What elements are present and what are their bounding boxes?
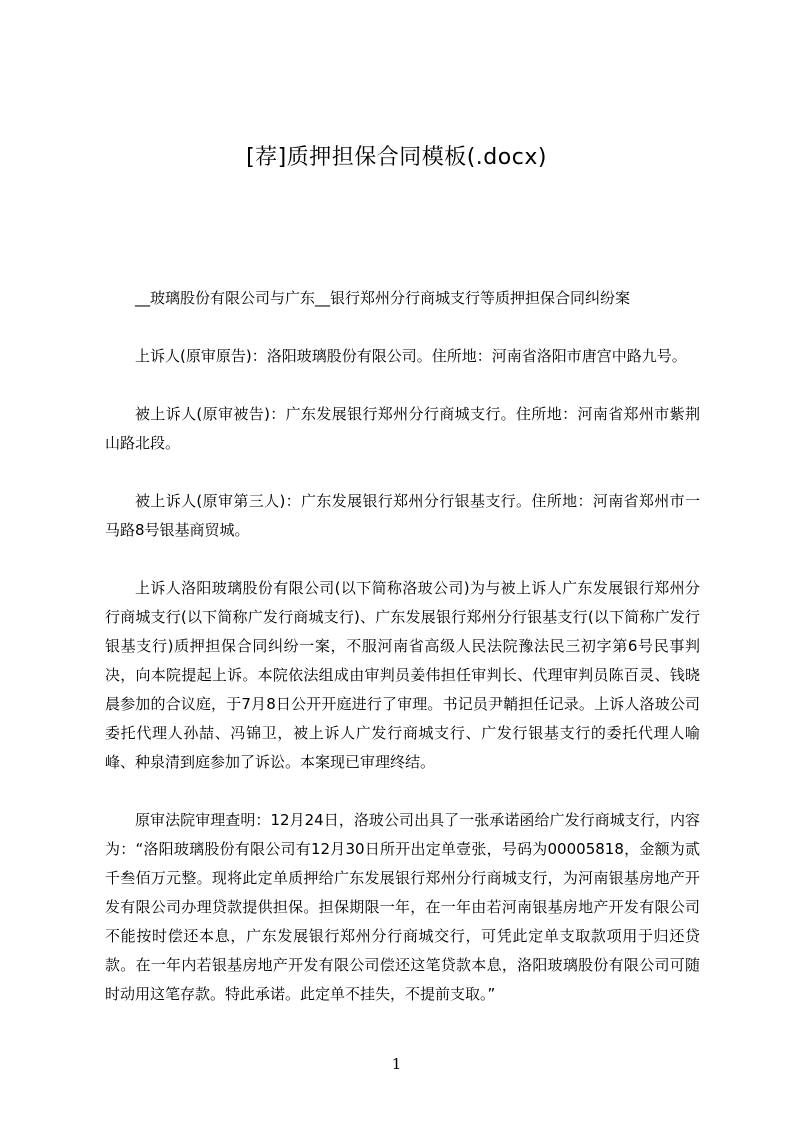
document-title: [荐]质押担保合同模板(.docx) xyxy=(246,145,547,170)
third-party-paragraph: 被上诉人(原审第三人)：广东发展银行郑州分行银基支行。住所地：河南省郑州市一马路8号银基商贸城。 xyxy=(105,492,700,539)
page-number: 1 xyxy=(391,1055,402,1073)
case-heading: __玻璃股份有限公司与广东__银行郑州分行商城支行等质押担保合同纠纷案 xyxy=(135,289,631,307)
case-summary-paragraph: 上诉人洛阳玻璃股份有限公司(以下简称洛玻公司)为与被上诉人广东发展银行郑州分行商城支行(以下简称广发行商城支行)、广东发展银行郑州分行银基支行(以下简称广发行银基支行)质押担保合同纠纷一案，不服河南省高级人民法院豫法民三初字第6号民事判决，向本院提起上诉。本院依法组成由审判员姜伟担任审判长、代理审判员陈百灵、钱晓晨参加的合议庭，于7月8日公开开庭进行了审理。书记员尹韒担任记录。上诉人洛玻公司委托代理人孙喆、冯锦卫，被上诉人广发行商城支行、广发行银基支行的委托代理人喻峰、种泉清到庭参加了诉讼。本案现已审理终结。 xyxy=(105,579,700,771)
document-body xyxy=(105,284,700,1038)
appellee-paragraph: 被上诉人(原审被告)：广东发展银行郑州分行商城支行。住所地：河南省郑州市紫荆山路北段。 xyxy=(105,405,700,452)
findings-paragraph: 原审法院审理查明：12月24日，洛玻公司出具了一张承诺函给广发行商城支行，内容为：“洛阳玻璃股份有限公司有12月30日所开出定单壹张，号码为00005818，金额为贰千叁佰万元整。现将此定单质押给广东发展银行郑州分行商城支行，为河南银基房地产开发有限公司办理贷款提供担保。担保期限一年，在一年由若河南银基房地产开发有限公司不能按时偿还本息，广东发展银行郑州分行商城交行，可凭此定单支取款项用于归还贷款。在一年内若银基房地产开发有限公司偿还这笔贷款本息，洛阳玻璃股份有限公司可随时动用这笔存款。特此承诺。此定单不挂失，不提前支取。” xyxy=(105,811,700,1003)
appellant-paragraph: 上诉人(原审原告)：洛阳玻璃股份有限公司。住所地：河南省洛阳市唐宫中路九号。 xyxy=(135,347,687,365)
